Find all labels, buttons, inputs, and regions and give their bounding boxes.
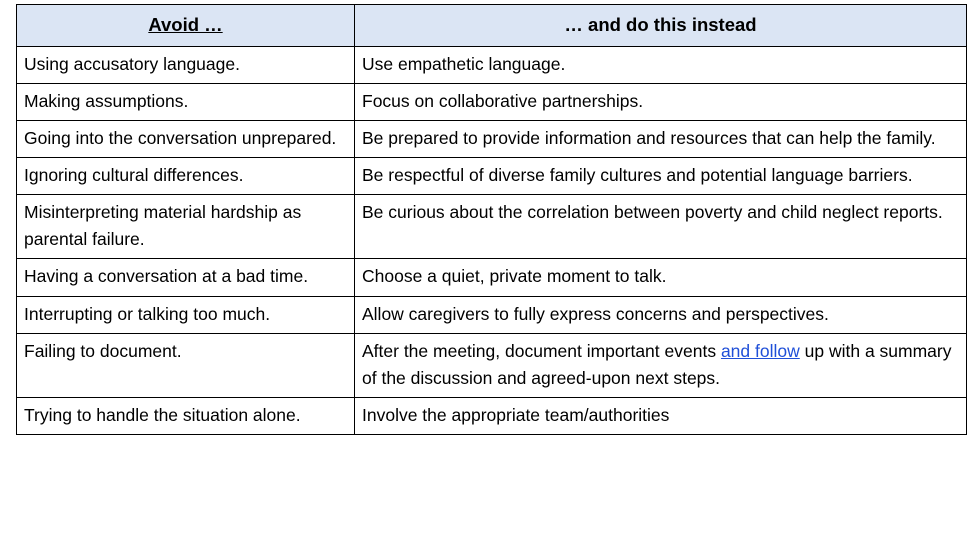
avoid-cell: Making assumptions.: [17, 83, 355, 120]
instead-cell-with-link: [355, 333, 967, 397]
table-row: [17, 296, 967, 333]
instead-cell: Be respectful of diverse family cultures and potential language barriers.: [355, 158, 967, 195]
avoid-cell: Using accusatory language.: [17, 46, 355, 83]
table-header-row: [17, 5, 967, 47]
instead-cell: Involve the appropriate team/authorities: [355, 397, 967, 434]
table-row: [17, 259, 967, 296]
instead-cell: Allow caregivers to fully express concerns and perspectives.: [355, 296, 967, 333]
avoid-cell: Ignoring cultural differences.: [17, 158, 355, 195]
instead-cell: Be prepared to provide information and resources that can help the family.: [355, 120, 967, 157]
avoid-do-instead-table: [16, 4, 967, 435]
table-row: [17, 83, 967, 120]
instead-cell: Use empathetic language.: [355, 46, 967, 83]
avoid-cell: Interrupting or talking too much.: [17, 296, 355, 333]
column-header-avoid: [17, 5, 355, 47]
table-row: [17, 158, 967, 195]
avoid-cell: Going into the conversation unprepared.: [17, 120, 355, 157]
column-header-avoid-label: Avoid …: [148, 14, 223, 35]
instead-cell: Be curious about the correlation between poverty and child neglect reports.: [355, 195, 967, 259]
instead-cell: Focus on collaborative partnerships.: [355, 83, 967, 120]
table-row: [17, 397, 967, 434]
instead-text-after: up with a summary of the discussion and agreed-upon next steps.: [362, 340, 952, 388]
instead-cell: Choose a quiet, private moment to talk.: [355, 259, 967, 296]
follow-up-link[interactable]: and follow: [720, 340, 800, 361]
avoid-cell: Trying to handle the situation alone.: [17, 397, 355, 434]
instead-text-before: After the meeting, document important events: [362, 340, 721, 361]
column-header-instead: [355, 5, 967, 47]
table-row: [17, 195, 967, 259]
avoid-cell: Misinterpreting material hardship as parental failure.: [17, 195, 355, 259]
table-row: [17, 333, 967, 397]
avoid-cell: Failing to document.: [17, 333, 355, 397]
table-row: [17, 120, 967, 157]
table-row: [17, 46, 967, 83]
column-header-instead-label: … and do this instead: [564, 14, 757, 35]
table-header: [17, 5, 967, 47]
table-body: [17, 46, 967, 434]
avoid-cell: Having a conversation at a bad time.: [17, 259, 355, 296]
